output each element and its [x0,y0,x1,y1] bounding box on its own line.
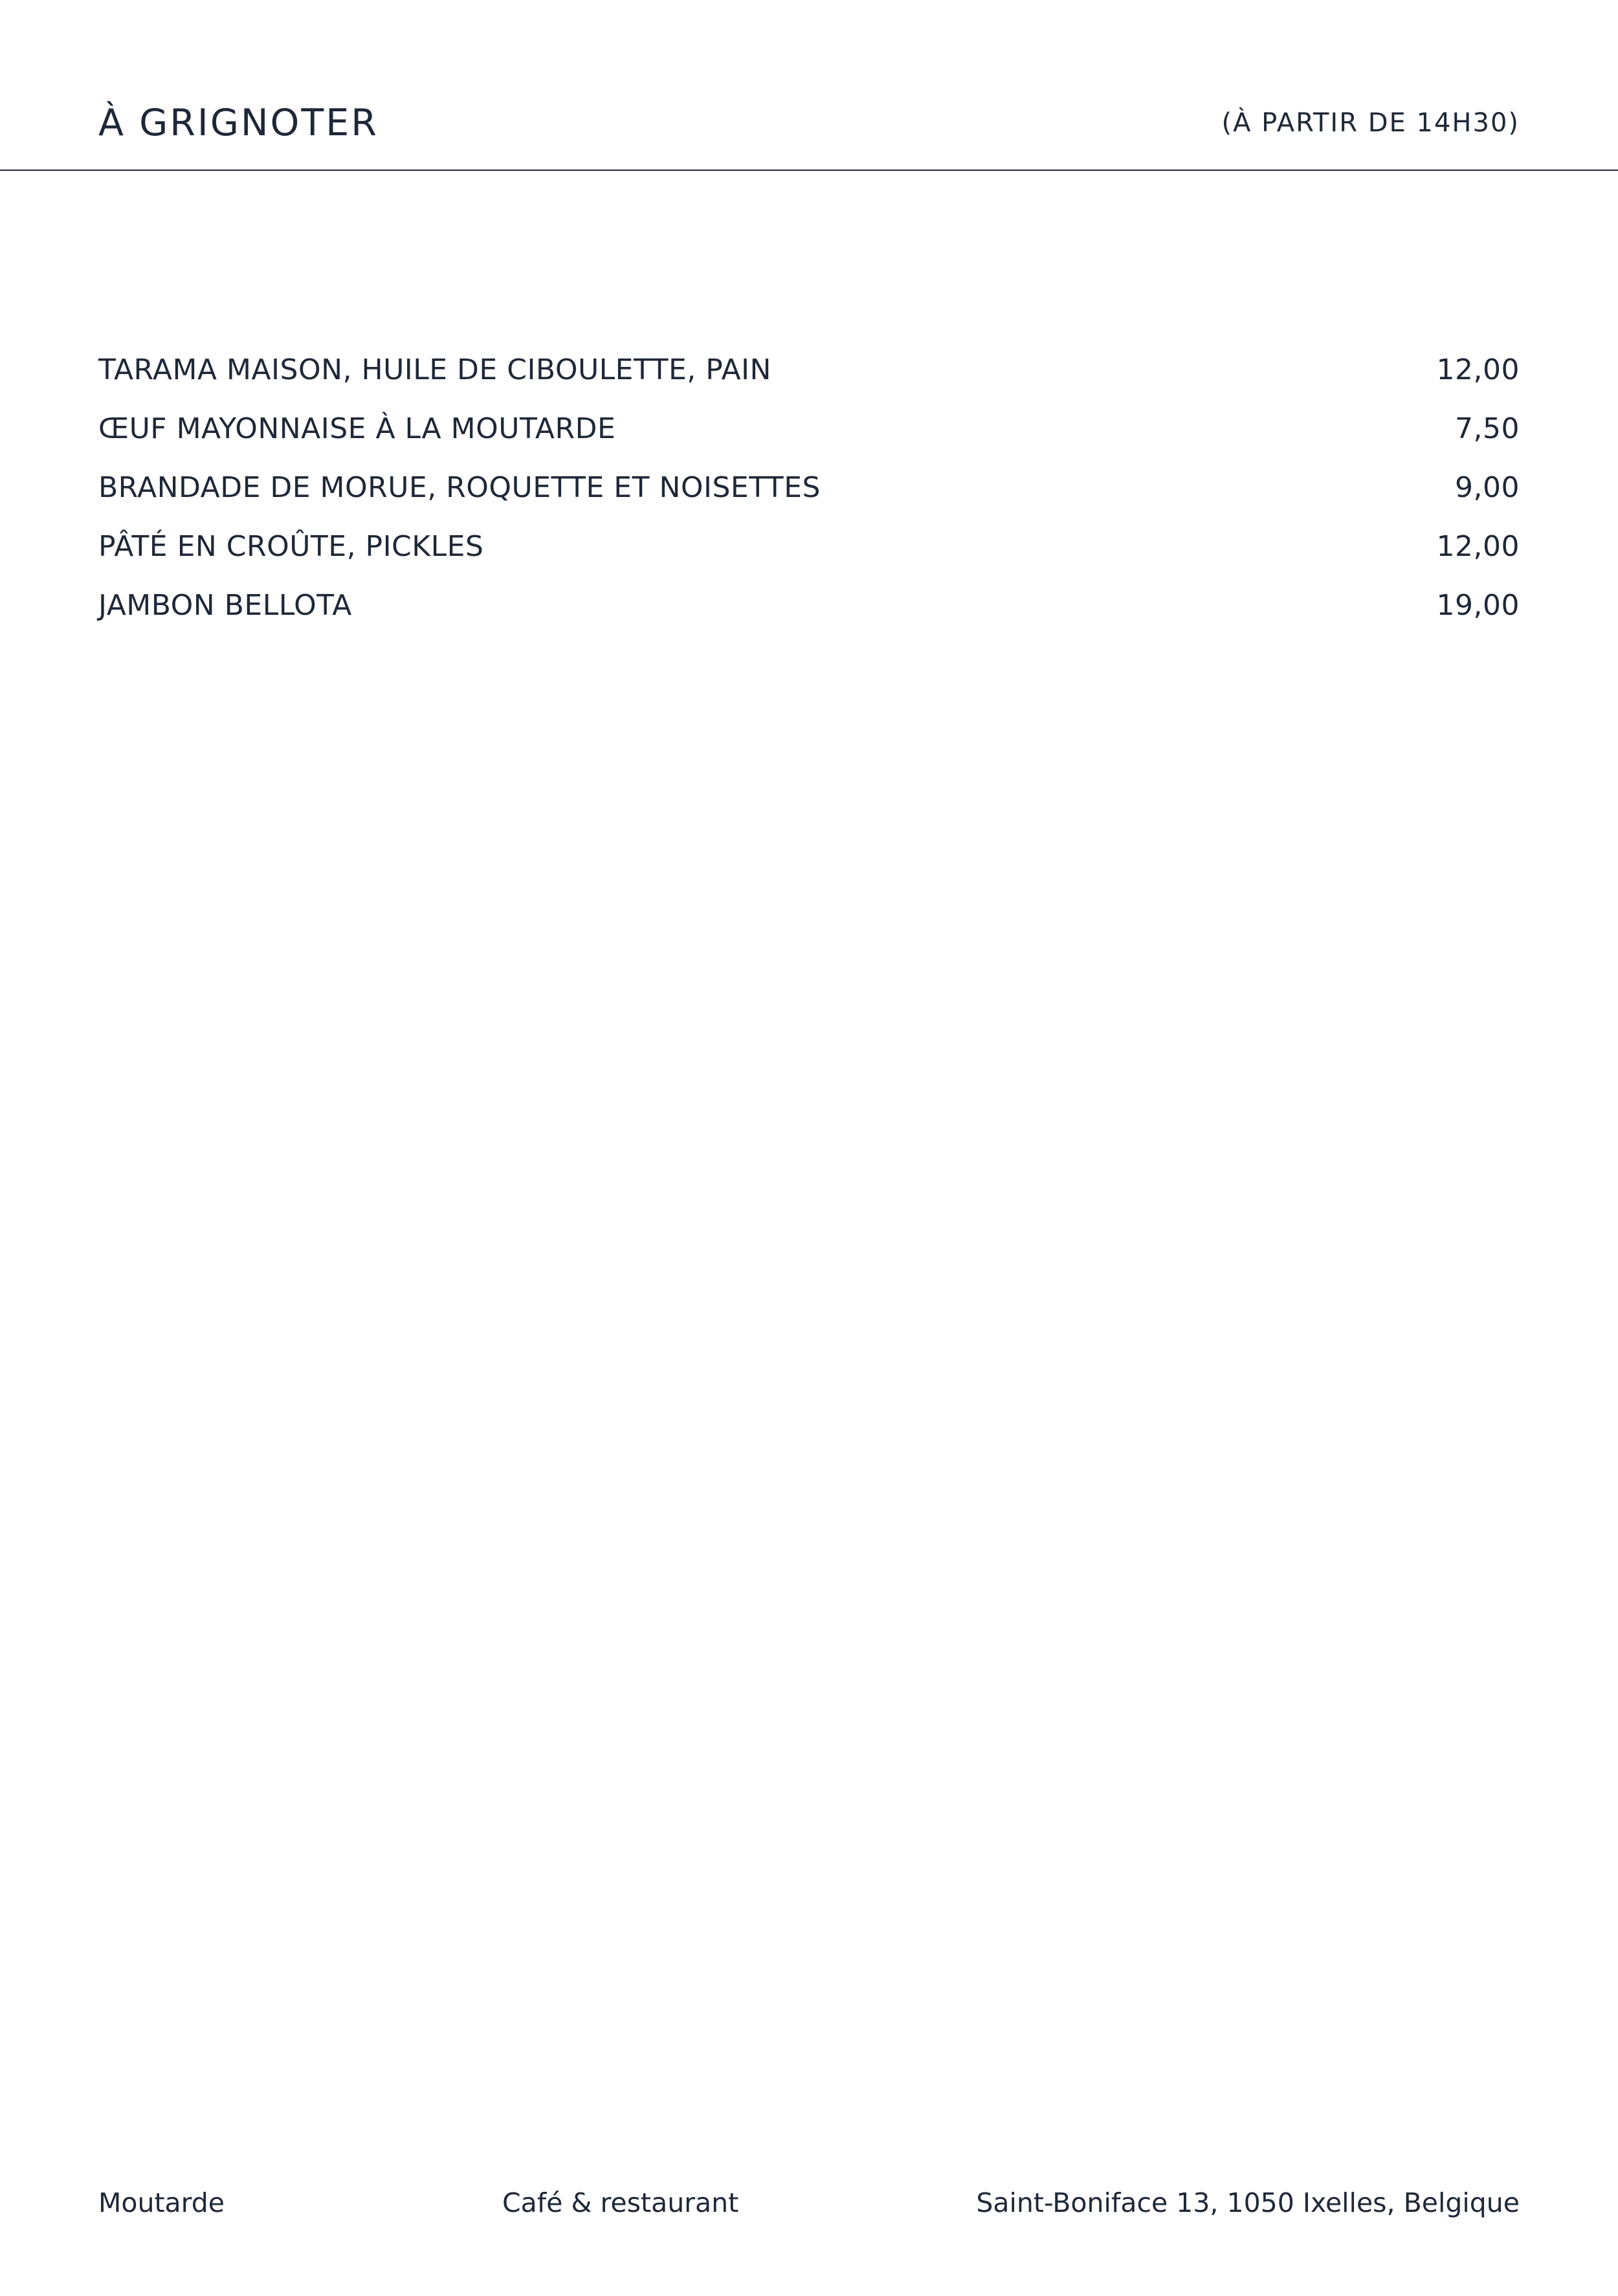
page-title: À GRIGNOTER [98,102,379,144]
menu-item [98,458,1520,517]
menu-item-name: BRANDADE DE MORUE, ROQUETTE ET NOISETTES [98,471,821,504]
menu-item [98,576,1520,635]
menu-item-name: ŒUF MAYONNAISE À LA MOUTARDE [98,412,616,445]
menu-item-price: 7,50 [1455,412,1520,445]
menu-item-price: 9,00 [1455,471,1520,504]
service-hours: (À PARTIR DE 14H30) [1221,108,1520,138]
page-footer [98,2187,1520,2226]
footer-brand: Moutarde [98,2187,225,2218]
menu-item-name: JAMBON BELLOTA [98,589,352,622]
menu-item-name: PÂTÉ EN CROÛTE, PICKLES [98,530,484,563]
menu-item [98,517,1520,576]
menu-item [98,399,1520,458]
menu-item-price: 12,00 [1436,530,1520,563]
header-divider [0,170,1618,171]
menu-item-price: 12,00 [1436,353,1520,386]
footer-address: Saint-Boniface 13, 1050 Ixelles, Belgique [976,2187,1520,2218]
menu-item-price: 19,00 [1436,589,1520,622]
menu-item-name: TARAMA MAISON, HUILE DE CIBOULETTE, PAIN [98,353,771,386]
menu-item [98,340,1520,399]
footer-tagline: Café & restaurant [502,2187,739,2218]
menu-list [98,340,1520,635]
page-header [98,97,1520,149]
